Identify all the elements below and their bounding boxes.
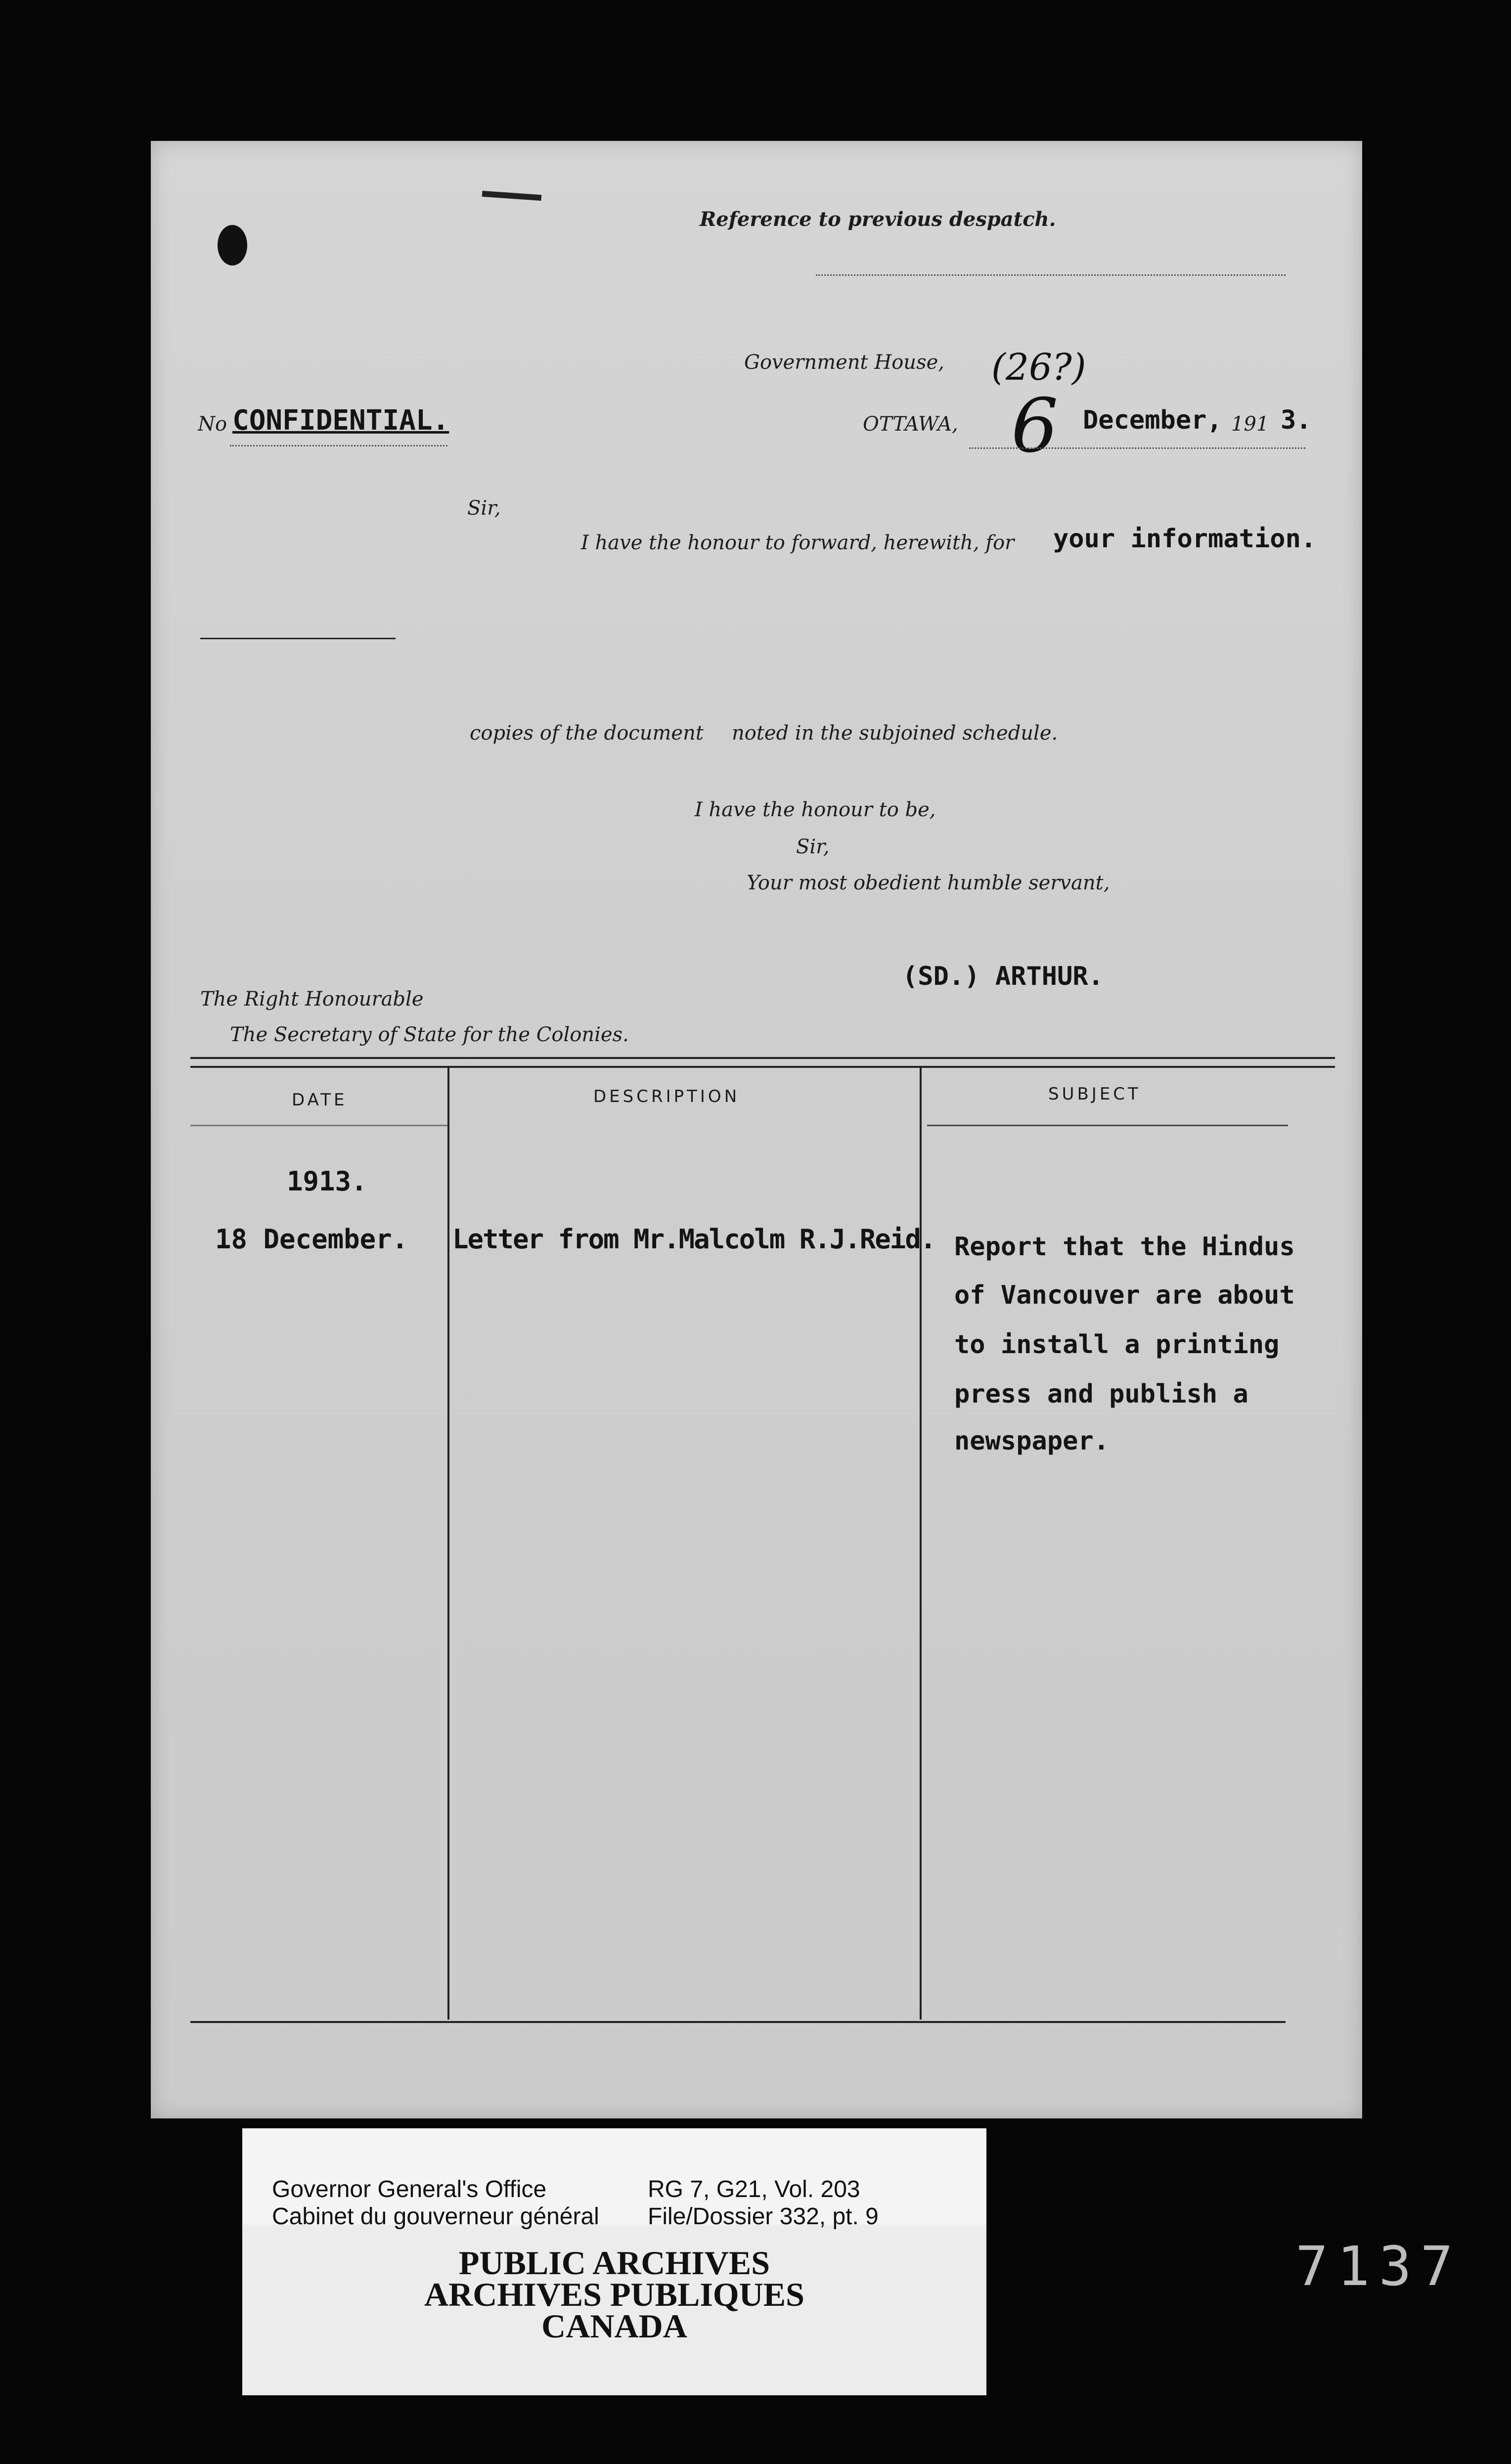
reference-2: File/Dossier 332, pt. 9 (648, 2203, 879, 2230)
city-label: OTTAWA, (863, 413, 958, 436)
reference-dotted-line (816, 274, 1286, 276)
reference-label: Reference to previous despatch. (700, 208, 1056, 231)
addressee-line-1: The Right Honourable (200, 988, 424, 1011)
archives-line-1: PUBLIC ARCHIVES (458, 2244, 770, 2282)
table-bottom-rule (190, 2021, 1286, 2023)
handwritten-day: 6 (1011, 383, 1059, 469)
salutation: Sir, (467, 497, 501, 520)
table-top-rule (190, 1057, 1335, 1059)
row-date: 18 December. (215, 1224, 408, 1255)
table-header-rule-subject (927, 1125, 1288, 1126)
table-column-divider-2 (920, 1068, 922, 2020)
subject-line-5: newspaper. (954, 1426, 1110, 1456)
copies-line-1: copies of the document (470, 722, 704, 745)
year-prefix: 191 (1231, 413, 1269, 436)
row-description: Letter from Mr.Malcolm R.J.Reid. (452, 1224, 935, 1255)
table-top-rule-double (190, 1066, 1335, 1068)
signature: (SD.) ARTHUR. (902, 962, 1104, 991)
handwritten-number: (26?) (991, 346, 1086, 389)
margin-line (200, 638, 396, 639)
archives-line-2: ARCHIVES PUBLIQUES (424, 2276, 804, 2313)
subject-line-3: to install a printing (954, 1330, 1280, 1360)
archives-stamp (242, 2244, 986, 2345)
date-column-header: DATE (292, 1090, 348, 1110)
reference-1: RG 7, G21, Vol. 203 (648, 2176, 860, 2202)
subject-line-4: press and publish a (954, 1379, 1248, 1409)
closing-line-2: Sir, (796, 836, 830, 858)
punch-hole (218, 225, 247, 265)
closing-line-1: I have the honour to be, (695, 798, 936, 821)
no-dotted-line (230, 445, 447, 446)
government-house-label: Government House, (744, 351, 944, 374)
copies-line-2: noted in the subjoined schedule. (732, 722, 1058, 745)
subject-line-1: Report that the Hindus (954, 1232, 1295, 1262)
no-label: No (198, 413, 227, 436)
subject-line-2: of Vancouver are about (954, 1280, 1295, 1310)
year-suffix: 3. (1281, 405, 1312, 435)
archive-label-card (242, 2128, 986, 2395)
document-page (151, 141, 1362, 2118)
date-dotted-line (969, 447, 1305, 449)
addressee-line-2: The Secretary of State for the Colonies. (230, 1023, 629, 1046)
subject-column-header: SUBJECT (1048, 1084, 1141, 1104)
forward-line-typed: your information. (1053, 524, 1317, 554)
frame-number: 7137 (1295, 2235, 1462, 2298)
table-header-rule-date (190, 1125, 447, 1126)
office-en: Governor General's Office (272, 2176, 547, 2202)
table-column-divider-1 (447, 1068, 449, 2020)
month-typed: December, (1083, 405, 1222, 435)
schedule-year: 1913. (287, 1166, 367, 1197)
closing-line-3: Your most obedient humble servant, (747, 872, 1110, 894)
forward-line-printed: I have the honour to forward, herewith, for (581, 531, 1015, 554)
archives-line-3: CANADA (541, 2307, 687, 2345)
office-fr: Cabinet du gouverneur général (272, 2203, 599, 2230)
classification: CONFIDENTIAL. (232, 404, 449, 437)
description-column-header: DESCRIPTION (593, 1087, 740, 1106)
